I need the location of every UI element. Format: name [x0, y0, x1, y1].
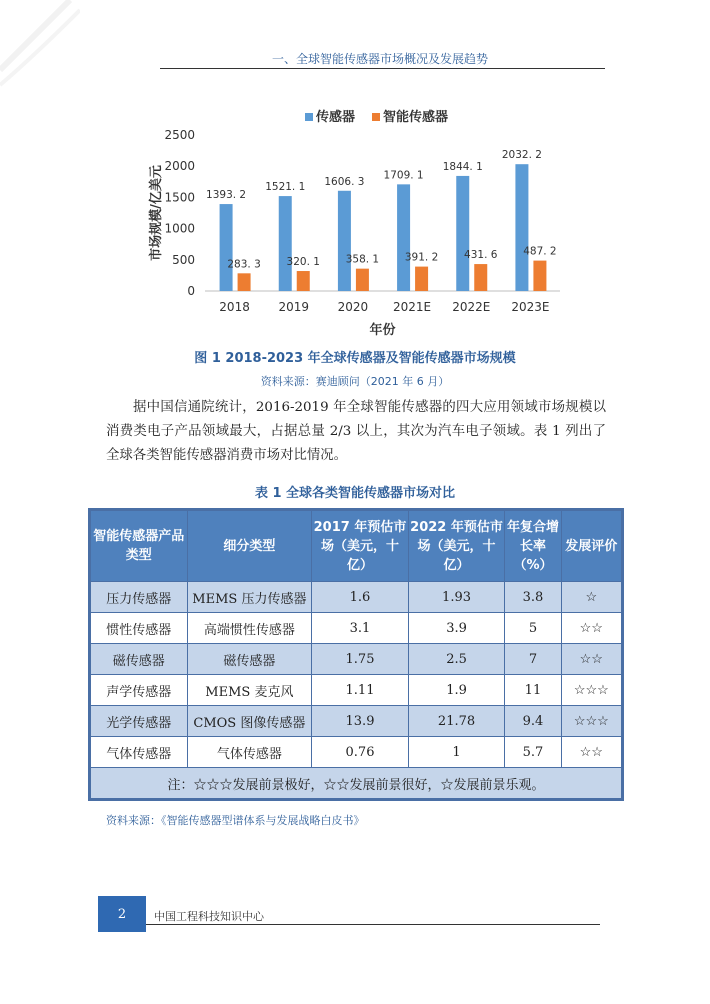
header-cell: 发展评价 [561, 511, 621, 582]
table-cell: ☆☆ [561, 644, 621, 675]
figure-source: 资料来源：赛迪顾问（2021 年 6 月） [260, 375, 450, 388]
header-cell: 2022 年预估市场（美元，十亿） [408, 511, 505, 582]
bar-smart-sensor [415, 267, 428, 291]
data-label: 1606. 3 [324, 175, 365, 188]
table-cell: ☆☆☆ [561, 675, 621, 706]
table-cell: 3.1 [312, 613, 409, 644]
bar-smart-sensor [356, 269, 369, 291]
table-cell: 5.7 [505, 737, 561, 768]
table-cell: 磁传感器 [187, 644, 312, 675]
header-cell: 年复合增长率（%） [505, 511, 561, 582]
page-number: 2 [98, 896, 146, 932]
table-note-row [91, 768, 622, 799]
table-cell: 惯性传感器 [91, 613, 188, 644]
table-cell: 11 [505, 675, 561, 706]
footer-publisher: 中国工程科技知识中心 [154, 910, 264, 923]
table-cell: ☆☆ [561, 737, 621, 768]
data-label: 487. 2 [523, 245, 557, 258]
header-cell: 2017 年预估市场（美元，十亿） [312, 511, 409, 582]
bar-smart-sensor [533, 261, 546, 291]
data-label: 320. 1 [286, 256, 320, 269]
table-cell: CMOS 图像传感器 [187, 706, 312, 737]
table-cell: 3.8 [505, 582, 561, 613]
table-cell: 5 [505, 613, 561, 644]
table-cell: MEMS 麦克风 [187, 675, 312, 706]
table-note: 注：☆☆☆发展前景极好，☆☆发展前景很好，☆发展前景乐观。 [91, 768, 622, 799]
table-cell: 1.6 [312, 582, 409, 613]
table-cell: 气体传感器 [91, 737, 188, 768]
table-cell: 气体传感器 [187, 737, 312, 768]
bar-smart-sensor [474, 264, 487, 291]
comparison-table [88, 508, 624, 801]
table-header-row [91, 511, 622, 582]
legend-label-sensor: 传感器 [316, 110, 356, 125]
x-tick-label: 2018 [219, 300, 250, 314]
data-label: 1521. 1 [265, 181, 306, 194]
market-size-bar-chart [140, 105, 580, 340]
y-tick-label: 500 [172, 252, 195, 267]
table-cell: 磁传感器 [91, 644, 188, 675]
table-row [91, 706, 622, 737]
data-label: 431. 6 [464, 249, 498, 262]
bar-sensor [220, 204, 233, 291]
bar-sensor [338, 191, 351, 291]
table-cell: 1.75 [312, 644, 409, 675]
bar-smart-sensor [238, 273, 251, 291]
table-cell: 2.5 [408, 644, 505, 675]
table-cell: 1.11 [312, 675, 409, 706]
header-cell: 智能传感器产品类型 [91, 511, 188, 582]
header-rule [160, 68, 605, 69]
data-label: 391. 2 [404, 251, 439, 264]
table-cell: 1.93 [408, 582, 505, 613]
table-cell: 0.76 [312, 737, 409, 768]
table-cell: ☆☆☆ [561, 706, 621, 737]
table-cell: 9.4 [505, 706, 561, 737]
data-label: 2032. 2 [501, 149, 542, 162]
x-tick-label: 2020 [337, 300, 369, 314]
table-row [91, 737, 622, 768]
bar-sensor [456, 176, 469, 291]
table-cell: 1 [408, 737, 505, 768]
y-axis-title: 市场规模/亿美元 [149, 165, 164, 261]
data-label: 1709. 1 [383, 169, 424, 182]
data-label: 1844. 1 [442, 160, 483, 173]
table-cell: ☆☆ [561, 613, 621, 644]
bar-sensor [515, 164, 528, 291]
table-cell: MEMS 压力传感器 [187, 582, 312, 613]
data-label: 283. 3 [227, 258, 261, 271]
x-tick-label: 2019 [278, 300, 310, 314]
table-row [91, 613, 622, 644]
table-row [91, 675, 622, 706]
y-tick-label: 0 [187, 284, 195, 298]
table-cell: 21.78 [408, 706, 505, 737]
data-label: 1393. 2 [206, 189, 247, 202]
data-label: 358. 1 [345, 253, 380, 266]
figure-caption: 图 1 2018-2023 年全球传感器及智能传感器市场规模 [194, 351, 516, 366]
table-cell: 7 [505, 644, 561, 675]
x-tick-label: 2022E [452, 300, 491, 314]
table-source: 资料来源：《智能传感器型谱体系与发展战略白皮书》 [106, 814, 365, 827]
bar-smart-sensor [297, 271, 310, 291]
x-tick-label: 2023E [511, 300, 550, 314]
bar-sensor [397, 184, 410, 291]
y-tick-label: 2000 [164, 159, 195, 174]
table-cell: ☆ [561, 582, 621, 613]
table-title: 表 1 全球各类智能传感器市场对比 [254, 486, 456, 501]
corner-watermark [0, 0, 80, 90]
legend-swatch-sensor [305, 113, 313, 121]
footer-rule [146, 924, 600, 925]
running-header: 一、全球智能传感器市场概况及发展趋势 [271, 52, 488, 66]
legend-swatch-smart-sensor [372, 113, 380, 121]
y-tick-label: 1500 [164, 190, 195, 205]
table-cell: 高端惯性传感器 [187, 613, 312, 644]
bar-sensor [279, 196, 292, 291]
header-cell: 细分类型 [187, 511, 312, 582]
table-cell: 声学传感器 [91, 675, 188, 706]
legend-label-smart-sensor: 智能传感器 [383, 110, 449, 125]
table-cell: 3.9 [408, 613, 505, 644]
x-tick-label: 2021E [393, 300, 432, 314]
table-row [91, 582, 622, 613]
table-cell: 13.9 [312, 706, 409, 737]
table-row [91, 644, 622, 675]
x-axis-title: 年份 [369, 323, 396, 338]
table-cell: 压力传感器 [91, 582, 188, 613]
y-tick-label: 2500 [164, 128, 195, 142]
body-paragraph: 据中国信通院统计，2016-2019 年全球智能传感器的四大应用领域市场规模以消费类电子产品领域最大，占据总量 2/3 以上，其次为汽车电子领域。表 1 列出了全球各类智能传感器消费市场对比情况。 [106, 400, 606, 463]
table-cell: 1.9 [408, 675, 505, 706]
table-cell: 光学传感器 [91, 706, 188, 737]
y-tick-label: 1000 [164, 221, 195, 236]
